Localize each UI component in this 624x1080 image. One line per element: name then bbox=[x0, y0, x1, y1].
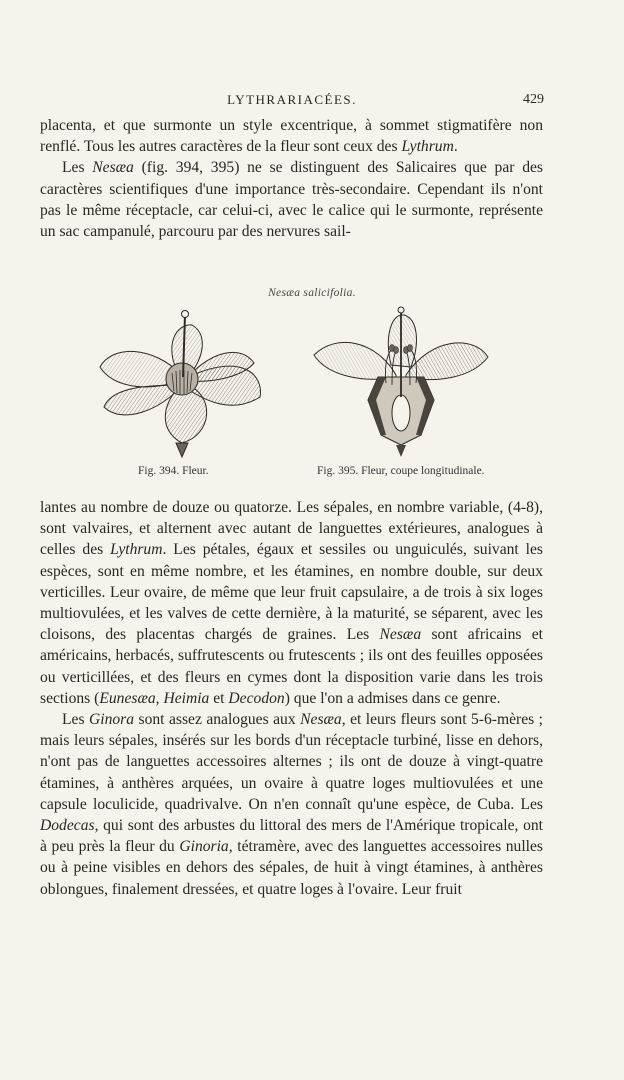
running-title: LYTHRARIACÉES. bbox=[227, 92, 357, 107]
taxon-ginoria: Ginoria bbox=[179, 838, 229, 856]
paragraph-2: Les Nesæa (fig. 394, 395) ne se distinguent des Salicaires que par des caractères scientifiques d'une importance très-secondaire. Cependant ils n'ont pas le même réceptacle, car celui-ci, avec le calice qui le surmonte, représente un sac campanulé, parcouru par des nervures sail- bbox=[40, 159, 543, 241]
paragraph-3: lantes au nombre de douze ou quatorze. Les sépales, en nombre variable, (4-8), sont valvaires, et alternent avec autant de languettes extérieures, analogues à celles des Lythrum. Les pétales, égaux et sessiles ou unguiculés, suivant les espèces, sont en même nombre, et les étamines, en nombre double, sur deux verticilles. Leur ovaire, de même que leur fruit capsulaire, a de trois à six loges multiovulées, et les valves de cette dernière, à la maturité, se séparent, avec les cloisons, des placentas chargés de graines. Les Nesæa sont africains et américains, herbacés, suffrutescents ou frutescents ; ils ont des feuilles opposées ou verticillées, et des fleurs en cymes dont la disposition varie dans les trois sections (Eunesæa, Heimia et Decodon) que l'on a admises dans ce genre. bbox=[40, 499, 543, 707]
page-number: 429 bbox=[523, 92, 544, 107]
paragraph-1: placenta, et que surmonte un style excentrique, à sommet stigmatifère non renflé. Tous les autres caractères de la fleur sont ceux des Lythrum. bbox=[40, 117, 543, 156]
fig394-label: Fig. 394. Fleur. bbox=[138, 465, 209, 477]
section-heimia: Heimia bbox=[163, 689, 210, 707]
section-eunesaea: Eunesæa bbox=[99, 689, 156, 707]
fig395-label: Fig. 395. Fleur, coupe longitudinale. bbox=[317, 465, 485, 477]
taxon-dodecas: Dodecas bbox=[40, 817, 95, 835]
taxon-lythrum: Lythrum bbox=[401, 138, 454, 156]
section-decodon: Decodon bbox=[228, 689, 285, 707]
flower-section-illustration-fig395 bbox=[306, 305, 496, 460]
taxon-nesaea: Nesæa bbox=[300, 711, 342, 729]
taxon-nesaea: Nesæa bbox=[379, 626, 422, 644]
figure-caption: Nesæa salicifolia. bbox=[268, 287, 356, 299]
taxon-nesaea: Nesæa bbox=[92, 159, 134, 177]
text-block-top bbox=[40, 115, 543, 242]
flower-illustration-fig394 bbox=[92, 305, 272, 460]
taxon-lythrum: Lythrum bbox=[110, 541, 163, 559]
taxon-ginora: Ginora bbox=[88, 711, 135, 729]
text-block-bottom bbox=[40, 497, 543, 900]
running-head bbox=[40, 92, 544, 110]
paragraph-4: Les Ginora sont assez analogues aux Nesæa, et leurs fleurs sont 5-6-mères ; mais leurs sépales, insérés sur les bords d'un réceptacle turbiné, lisse en dehors, n'ont pas de languettes accessoires alternes ; ils ont de douze à vingt-quatre étamines, à anthères arquées, un ovaire à quatre loges multiovulées et une capsule loculicide, quadrivalve. On n'en connaît qu'une espèce, de Cuba. Les Dodecas, qui sont des arbustes du littoral des mers de l'Amérique tropicale, ont à peu près la fleur du Ginoria, tétramère, avec des languettes accessoires nulles ou à peine visibles en dehors des sépales, de huit à vingt étamines, à anthères oblongues, finalement dressées, et quatre loges à l'ovaire. Leur fruit bbox=[40, 711, 543, 898]
